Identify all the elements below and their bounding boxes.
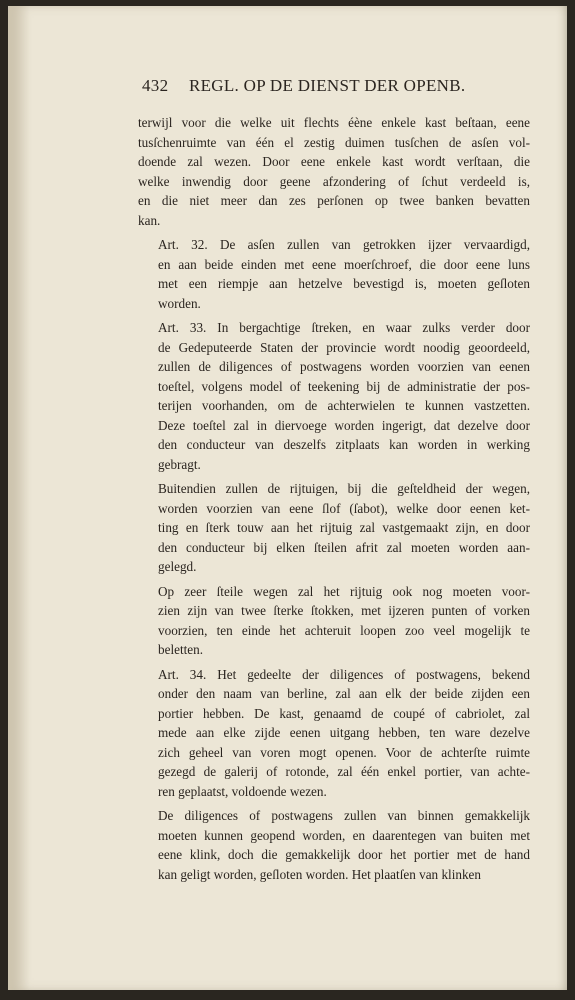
text-line: doende zal wezen. Door eene enkele kast wordt verſtaan, die xyxy=(138,154,530,169)
text-line: onder den naam van berline, zal aan elk der beide zijden een xyxy=(158,686,530,701)
text-line: ren geplaatst, voldoende wezen. xyxy=(158,783,327,799)
text-line: tusſchenruimte van één el zestig duimen tusſchen de asſen vol- xyxy=(138,134,530,150)
text-line: beletten. xyxy=(158,642,204,657)
text-line: Art. 32. De asſen zullen van getrokken ijzer vervaardigd, xyxy=(158,237,530,252)
text-line: de Gedeputeerde Staten der provincie wordt noodig geoordeeld, xyxy=(158,339,530,355)
text-line: den conducteur bij elken ſteilen afrit zal moeten worden aan- xyxy=(158,539,530,555)
text-line: en die niet meer dan zes perſonen op twee banken bevatten xyxy=(138,193,530,208)
paragraph xyxy=(138,665,530,802)
text-line: Art. 34. Het gedeelte der diligences of postwagens, bekend xyxy=(158,666,530,682)
paragraph xyxy=(138,235,530,313)
text-line: kan. xyxy=(138,212,161,228)
body-text xyxy=(138,113,530,884)
text-line: den conducteur van deszelfs zitplaats kan worden in werking xyxy=(158,437,530,452)
text-line: Art. 33. In bergachtige ſtreken, en waar zulks verder door xyxy=(158,320,530,335)
text-line: gezegd de galerij of rotonde, zal één enkel portier, van achte- xyxy=(158,764,530,779)
paragraph xyxy=(138,479,530,577)
text-line: De diligences of postwagens zullen van binnen gemakkelijk xyxy=(158,808,530,823)
page-gutter-shadow xyxy=(8,6,30,990)
text-line: worden. xyxy=(158,295,201,311)
paragraph xyxy=(138,113,530,230)
paragraph xyxy=(138,318,530,474)
text-line: mede aan elke zijde eenen uitgang hebben, ten ware dezelve xyxy=(158,725,530,740)
text-line: worden voorzien van eene ſlof (ſabot), welke door eenen ket- xyxy=(158,500,530,516)
text-line: en aan beide einden met eene moerſchroef, die door eene luns xyxy=(158,256,530,272)
text-line: Op zeer ſteile wegen zal het rijtuig ook nog moeten voor- xyxy=(158,583,530,599)
page-number: 432 xyxy=(142,76,169,95)
text-line: zich geheel van voren mogt openen. Voor de achterſte ruimte xyxy=(158,744,530,760)
paragraph xyxy=(138,582,530,660)
running-title: REGL. OP DE DIENST DER OPENB. xyxy=(188,76,466,95)
text-line: zullen de diligences of postwagens worden voorzien van eenen xyxy=(158,359,530,374)
text-line: welke inwendig door geene afzondering of ſchut verdeeld is, xyxy=(138,173,530,189)
text-line: gebragt. xyxy=(158,456,201,472)
text-line: met een riempje aan hetzelve bevestigd is, moeten geſloten xyxy=(158,276,530,291)
text-line: Buitendien zullen de rijtuigen, bij die geſteldheid der wegen, xyxy=(158,481,530,496)
text-line: moeten kunnen geopend worden, en daarentegen van buiten met xyxy=(158,827,530,843)
text-line: ting en ſterk touw aan het rijtuig zal vastgemaakt zijn, en door xyxy=(158,520,530,535)
paragraph xyxy=(138,806,530,884)
text-line: terijen voorhanden, om de achterwielen te kunnen vastzetten. xyxy=(158,398,530,413)
text-line: Deze toeſtel zal in diervoege worden ingerigt, dat dezelve door xyxy=(158,417,530,433)
text-line: portier hebben. De kast, genaamd de coupé of cabriolet, zal xyxy=(158,705,530,721)
running-header xyxy=(142,76,542,96)
text-line: voorzien, ten einde het achteruit loopen zoo veel mogelijk te xyxy=(158,622,530,638)
text-line: gelegd. xyxy=(158,559,197,574)
text-line: zien zijn van twee ſterke ſtokken, met ijzeren punten of vorken xyxy=(158,603,530,618)
text-line: eene klink, doch die gemakkelijk door het portier met de hand xyxy=(158,847,530,862)
text-line: kan geligt worden, geſloten worden. Het plaatſen van klinken xyxy=(158,866,481,882)
text-line: terwijl voor die welke uit flechts éène enkele kast beſtaan, eene xyxy=(138,115,530,130)
text-line: toeſtel, volgens model of teekening bij de administratie der pos- xyxy=(158,378,530,394)
